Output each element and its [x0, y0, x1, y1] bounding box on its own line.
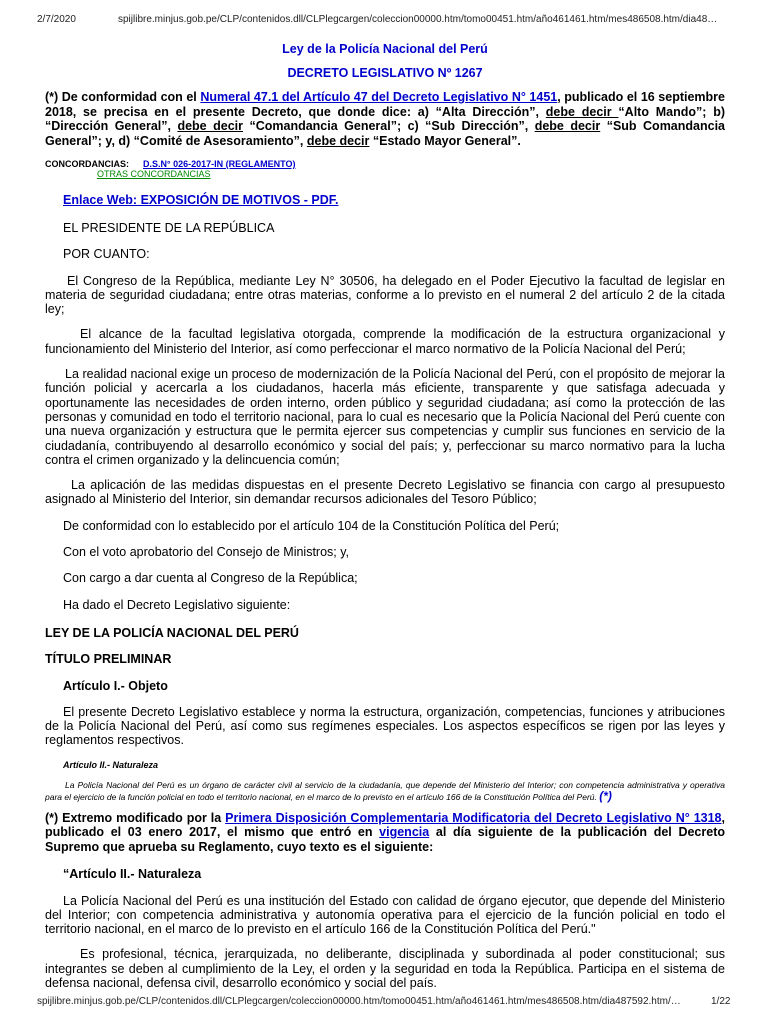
- document-title: Ley de la Policía Nacional del Perú: [282, 42, 488, 56]
- article-2-new-para-1: La Policía Nacional del Perú es una institución del Estado con calidad de órgano ejecutor, que depende del Ministerio del Interior; con competencia administrativa y autonomía operativa para el ejercicio de la función policial en todo el territorio nacional, en el marco de lo previsto en el artículo 166 de la Constitución Política del Perú.": [45, 893, 725, 937]
- concordancias-label: CONCORDANCIAS:: [45, 159, 129, 169]
- mod-text: “Comandancia General”; c) “Sub Dirección”,: [242, 119, 535, 133]
- mod-text: , publicado el 03 enero 2017, el mismo que entró en: [45, 810, 725, 840]
- article-2-new-para-2: Es profesional, técnica, jerarquizada, no deliberante, disciplinada y subordinada al poder constitucional; sus integrantes se deben al cumplimiento de la Ley, el orden y la seguridad en toda la República. Participa en el sistema de defensa nacional, defensa civil, desarrollo económico y social del país.: [45, 947, 725, 990]
- mod-text: De conformidad con el: [58, 90, 201, 104]
- print-page-number: 1/22: [711, 996, 731, 1007]
- article-2-old-heading: Artículo II.- Naturaleza: [63, 759, 159, 770]
- paragraph-8: Ha dado el Decreto Legislativo siguiente:: [63, 597, 291, 612]
- print-url-top: spijlibre.minjus.gob.pe/CLP/contenidos.dll/CLPlegcargen/coleccion00000.htm/tomo00451.htm/año461461.htm/mes486508.htm/dia48…: [118, 14, 718, 25]
- link-ds-026-2017-in[interactable]: D.S.N° 026-2017-IN (REGLAMENTO): [143, 159, 296, 169]
- link-exposicion-motivos[interactable]: Enlace Web: EXPOSICIÓN DE MOTIVOS - PDF.: [63, 193, 339, 207]
- link-primera-disposicion-1318[interactable]: Primera Disposición Complementaria Modificatoria del Decreto Legislativo N° 1318: [225, 810, 722, 825]
- mod-star: (*): [45, 90, 59, 104]
- mod-text: “Sub Comandancia General”; y, d) “Comité de Asesoramiento”,: [45, 119, 725, 148]
- law-title: LEY DE LA POLICÍA NACIONAL DEL PERÚ: [45, 625, 299, 640]
- mod-debe-decir: debe decir: [545, 104, 619, 119]
- article-1-text: El presente Decreto Legislativo establece y norma la estructura, organización, competencias, funciones y atribuciones de la Policía Nacional del Perú, así como sus regímenes especiales. Los aspectos específicos se rigen por las leyes y reglamentos respectivos.: [45, 704, 725, 748]
- paragraph-3: La realidad nacional exige un proceso de modernización de la Policía Nacional del Perú, con el propósito de mejorar la función policial y acercarla a los ciudadanos, hacerla más eficiente, transparente y que satisfaga adecuada y oportunamente las necesidades de orden interno, orden público y seguridad ciudadana; así como la protección de las personas y comunidad en todo el territorio nacional, para lo cual es necesario que la Policía Nacional del Perú cuente con una nueva organización y estructura que le permita ejercer sus competencias y cumplir sus funciones en servicio de la ciudadanía, contribuyendo al desarrollo económico y social del país; y, perfeccionar su marco normativo para la lucha contra el crimen organizado y la delincuencia común;: [45, 367, 725, 467]
- mod-star: (*): [45, 810, 59, 825]
- article-2-new-heading: “Artículo II.- Naturaleza: [63, 867, 202, 882]
- paragraph-6: Con el voto aprobatorio del Consejo de Ministros; y,: [63, 545, 350, 560]
- decree-number: DECRETO LEGISLATIVO Nº 1267: [287, 66, 483, 80]
- paragraph-4: La aplicación de las medidas dispuestas en el presente Decreto Legislativo se financia con cargo al presupuesto asignado al Ministerio del Interior, sin demandar recursos adicionales del Tesoro Público;: [45, 478, 725, 507]
- presidente: EL PRESIDENTE DE LA REPÚBLICA: [63, 221, 275, 235]
- mod-text: Extremo modificado por la: [58, 810, 226, 825]
- mod-debe-decir: debe decir: [306, 133, 370, 148]
- print-url-bottom: spijlibre.minjus.gob.pe/CLP/contenidos.dll/CLPlegcargen/coleccion00000.htm/tomo00451.htm/año461461.htm/mes486508.htm/dia487592.htm/…: [37, 996, 681, 1007]
- titulo-preliminar: TÍTULO PRELIMINAR: [45, 652, 172, 667]
- article-2-old-body: La Policía Nacional del Perú es un órgano de carácter civil al servicio de la ciudadanía, que depende del Ministerio del Interior; con competencia administrativa y operativa para el ejercicio de la función policial en todo el territorio nacional, en el marco de lo previsto en el artículo 166 de la Constitución Política del Perú.: [45, 779, 725, 802]
- mod-text: , publicado el 16 septiembre 2018, se precisa en el presente Decreto, que donde dice: a) “Alta Dirección”,: [45, 90, 725, 119]
- concordancias: [45, 159, 725, 179]
- por-cuanto: POR CUANTO:: [63, 247, 150, 262]
- mod-text: “Alto Mando”; b) “Dirección General”,: [45, 104, 726, 133]
- document-body: [45, 40, 725, 990]
- mod-text: “Estado Mayor General”.: [369, 133, 521, 148]
- paragraph-5: De conformidad con lo establecido por el artículo 104 de la Constitución Política del Perú;: [63, 518, 560, 533]
- paragraph-7: Con cargo a dar cuenta al Congreso de la República;: [63, 571, 358, 586]
- article-1-heading: Artículo I.- Objeto: [63, 678, 168, 693]
- link-numeral-47-1[interactable]: Numeral 47.1 del Artículo 47 del Decreto Legislativo N° 1451: [200, 90, 558, 104]
- link-vigencia[interactable]: vigencia: [379, 825, 430, 840]
- modification-note-1451: [45, 90, 725, 148]
- mod-text: al día siguiente de la publicación del Decreto Supremo que aprueba su Reglamento, cuyo texto es el siguiente:: [45, 825, 725, 854]
- mod-debe-decir: debe decir: [177, 119, 243, 133]
- paragraph-2: El alcance de la facultad legislativa otorgada, comprende la modificación de la estructura organizacional y funcionamiento del Ministerio del Interior, así como perfeccionar el marco normativo de la Policía Nacional del Perú;: [45, 327, 725, 356]
- article-2-old-text: [45, 780, 725, 803]
- mod-debe-decir: debe decir: [534, 119, 601, 133]
- article-2-old-star: (*): [599, 788, 612, 803]
- print-date: 2/7/2020: [37, 14, 76, 25]
- paragraph-1: El Congreso de la República, mediante Ley N° 30506, ha delegado en el Poder Ejecutivo la facultad de legislar en materia de seguridad ciudadana; entre otras materias, conforme a lo previsto en el numeral 2 del artículo 2 de la citada ley;: [45, 273, 725, 317]
- link-otras-concordancias[interactable]: OTRAS CONCORDANCIAS: [97, 169, 211, 179]
- modification-note-1318: [45, 811, 725, 855]
